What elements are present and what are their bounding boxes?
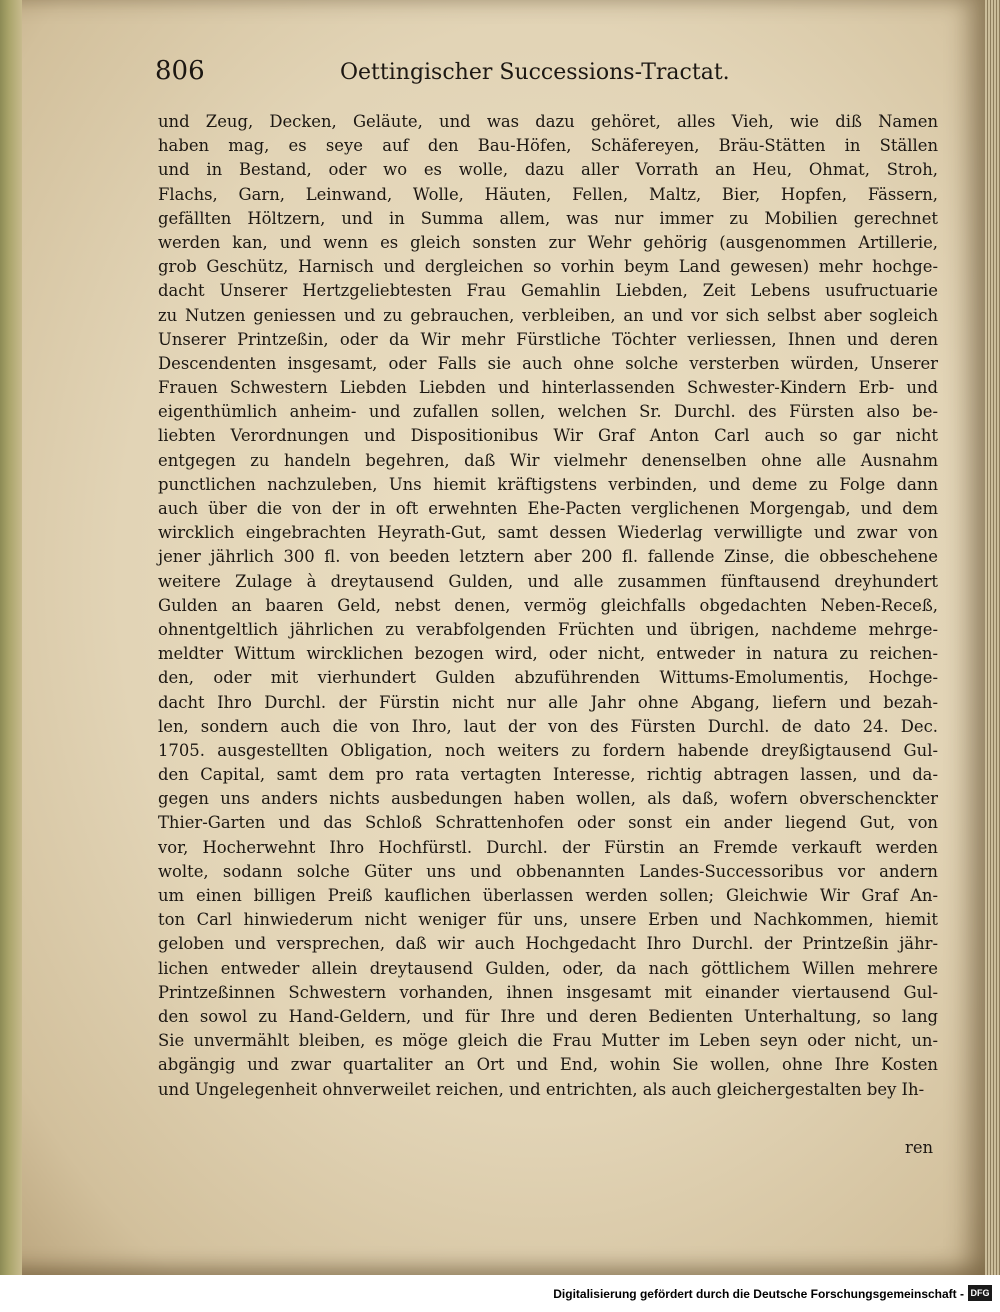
- text-line: dacht Unserer Hertzgeliebtesten Frau Gemahlin Liebden, Zeit Lebens usufructuarie: [158, 281, 938, 301]
- text-line: wolte, sodann solche Güter uns und obbenannten Landes-Successoribus vor andern: [158, 861, 938, 881]
- text-line: 1705. ausgestellten Obligation, noch weiters zu fordern habende dreyßigtausend Gul-: [158, 740, 938, 760]
- text-line: vor, Hocherwehnt Ihro Hochfürstl. Durchl. der Fürstin an Fremde verkauft werden: [158, 837, 938, 857]
- text-line: und Ungelegenheit ohnverweilet reichen, und entrichten, als auch gleichergestalten bey Ih-: [158, 1079, 925, 1099]
- footer-credit: Digitalisierung gefördert durch die Deutsche Forschungsgemeinschaft -: [553, 1287, 964, 1301]
- text-line: Sie unvermählt bleiben, es möge gleich die Frau Mutter im Leben seyn oder nicht, un-: [158, 1031, 938, 1051]
- text-line: len, sondern auch die von Ihro, laut der von des Fürsten Durchl. de dato 24. Dec.: [158, 716, 938, 736]
- text-line: entgegen zu handeln begehren, daß Wir vielmehr denenselben ohne alle Ausnahm: [158, 450, 938, 470]
- text-line: ohnentgeltlich jährlichen zu verabfolgenden Früchten und übrigen, nachdeme mehrge-: [158, 619, 938, 639]
- text-line: und Zeug, Decken, Geläute, und was dazu gehöret, alles Vieh, wie diß Namen: [158, 112, 938, 131]
- text-line: weitere Zulage à dreytausend Gulden, und alle zusammen fünftausend dreyhundert: [158, 571, 938, 591]
- text-line: den sowol zu Hand-Geldern, und für Ihre und deren Bedienten Unterhaltung, so lang: [158, 1006, 938, 1026]
- text-line: Gulden an baaren Geld, nebst denen, vermög gleichfalls obgedachten Neben-Receß,: [158, 595, 938, 615]
- text-line: jener jährlich 300 fl. von beeden letztern aber 200 fl. fallende Zinse, die obbeschehene: [158, 547, 938, 567]
- text-line: zu Nutzen geniessen und zu gebrauchen, verbleiben, an und vor sich selbst aber sogleich: [158, 305, 938, 325]
- text-line: auch über die von der in oft erwehnten Ehe-Pacten verglichenen Morgengab, und dem: [158, 499, 938, 518]
- catchword: ren: [905, 1138, 934, 1157]
- text-line: dacht Ihro Durchl. der Fürstin nicht nur alle Jahr ohne Abgang, liefern und bezah-: [158, 692, 938, 712]
- dfg-logo: DFG: [968, 1285, 992, 1301]
- text-line: gegen uns anders nichts ausbedungen haben wollen, als daß, wofern obverschenckter: [158, 789, 938, 809]
- text-line: ton Carl hinwiederum nicht weniger für uns, unsere Erben und Nachkommen, hiemit: [158, 910, 938, 930]
- text-line: Unserer Printzeßin, oder da Wir mehr Fürstliche Töchter verliessen, Ihnen und deren: [158, 329, 938, 349]
- text-line: Flachs, Garn, Leinwand, Wolle, Häuten, Fellen, Maltz, Bier, Hopfen, Fässern,: [158, 184, 938, 204]
- text-line: geloben und versprechen, daß wir auch Hochgedacht Ihro Durchl. der Printzeßin jähr-: [158, 934, 938, 954]
- text-line: und in Bestand, oder wo es wolle, dazu aller Vorrath an Heu, Ohmat, Stroh,: [158, 160, 938, 180]
- text-line: Printzeßinnen Schwestern vorhanden, ihnen insgesamt mit einander viertausend Gul-: [158, 982, 938, 1002]
- text-line: abgängig und zwar quartaliter an Ort und End, wohin Sie wollen, ohne Ihre Kosten: [158, 1055, 938, 1075]
- page-number: 806: [155, 56, 205, 86]
- text-line: eigenthümlich anheim- und zufallen sollen, welchen Sr. Durchl. des Fürsten also be-: [158, 402, 938, 422]
- text-line: haben mag, es seye auf den Bau-Höfen, Schäfereyen, Bräu-Stätten in Ställen: [158, 136, 938, 156]
- page-header: [155, 56, 755, 106]
- text-line: lichen entweder allein dreytausend Gulden, oder, da nach göttlichem Willen mehrere: [158, 958, 938, 978]
- text-line: um einen billigen Preiß kauflichen überlassen werden sollen; Gleichwie Wir Graf An-: [158, 886, 938, 905]
- text-line: wircklich eingebrachten Heyrath-Gut, samt dessen Wiederlag verwilligte und zwar von: [158, 523, 938, 543]
- running-title: Oettingischer Successions-Tractat.: [340, 60, 730, 85]
- text-line: Descendenten insgesamt, oder Falls sie auch ohne solche versterben würden, Unserer: [158, 353, 938, 373]
- page-gutter: [0, 0, 22, 1275]
- text-line: den, oder mit vierhundert Gulden abzuführenden Wittums-Emolumentis, Hochge-: [158, 668, 938, 688]
- text-line: liebten Verordnungen und Dispositionibus Wir Graf Anton Carl auch so gar nicht: [158, 426, 938, 446]
- text-line: gefällten Höltzern, und in Summa allem, was nur immer zu Mobilien gerechnet: [158, 208, 938, 228]
- text-line: den Capital, samt dem pro rata vertagten Interesse, richtig abtragen lassen, und da-: [158, 765, 938, 785]
- text-line: werden kan, und wenn es gleich sonsten zur Wehr gehörig (ausgenommen Artillerie,: [158, 232, 938, 252]
- text-line: Thier-Garten und das Schloß Schrattenhofen oder sonst ein ander liegend Gut, von: [158, 813, 938, 833]
- page-edges: [985, 0, 1000, 1275]
- text-line: meldter Wittum wircklichen bezogen wird, oder nicht, entweder in natura zu reichen-: [158, 644, 938, 664]
- text-line: punctlichen nachzuleben, Uns hiemit kräftigstens verbinden, und deme zu Folge dann: [158, 474, 938, 494]
- text-line: Frauen Schwestern Liebden Liebden und hinterlassenden Schwester-Kindern Erb- und: [158, 378, 938, 398]
- text-line: grob Geschütz, Harnisch und dergleichen so vorhin beym Land gewesen) mehr hochge-: [158, 257, 938, 277]
- body-text: [158, 110, 938, 1102]
